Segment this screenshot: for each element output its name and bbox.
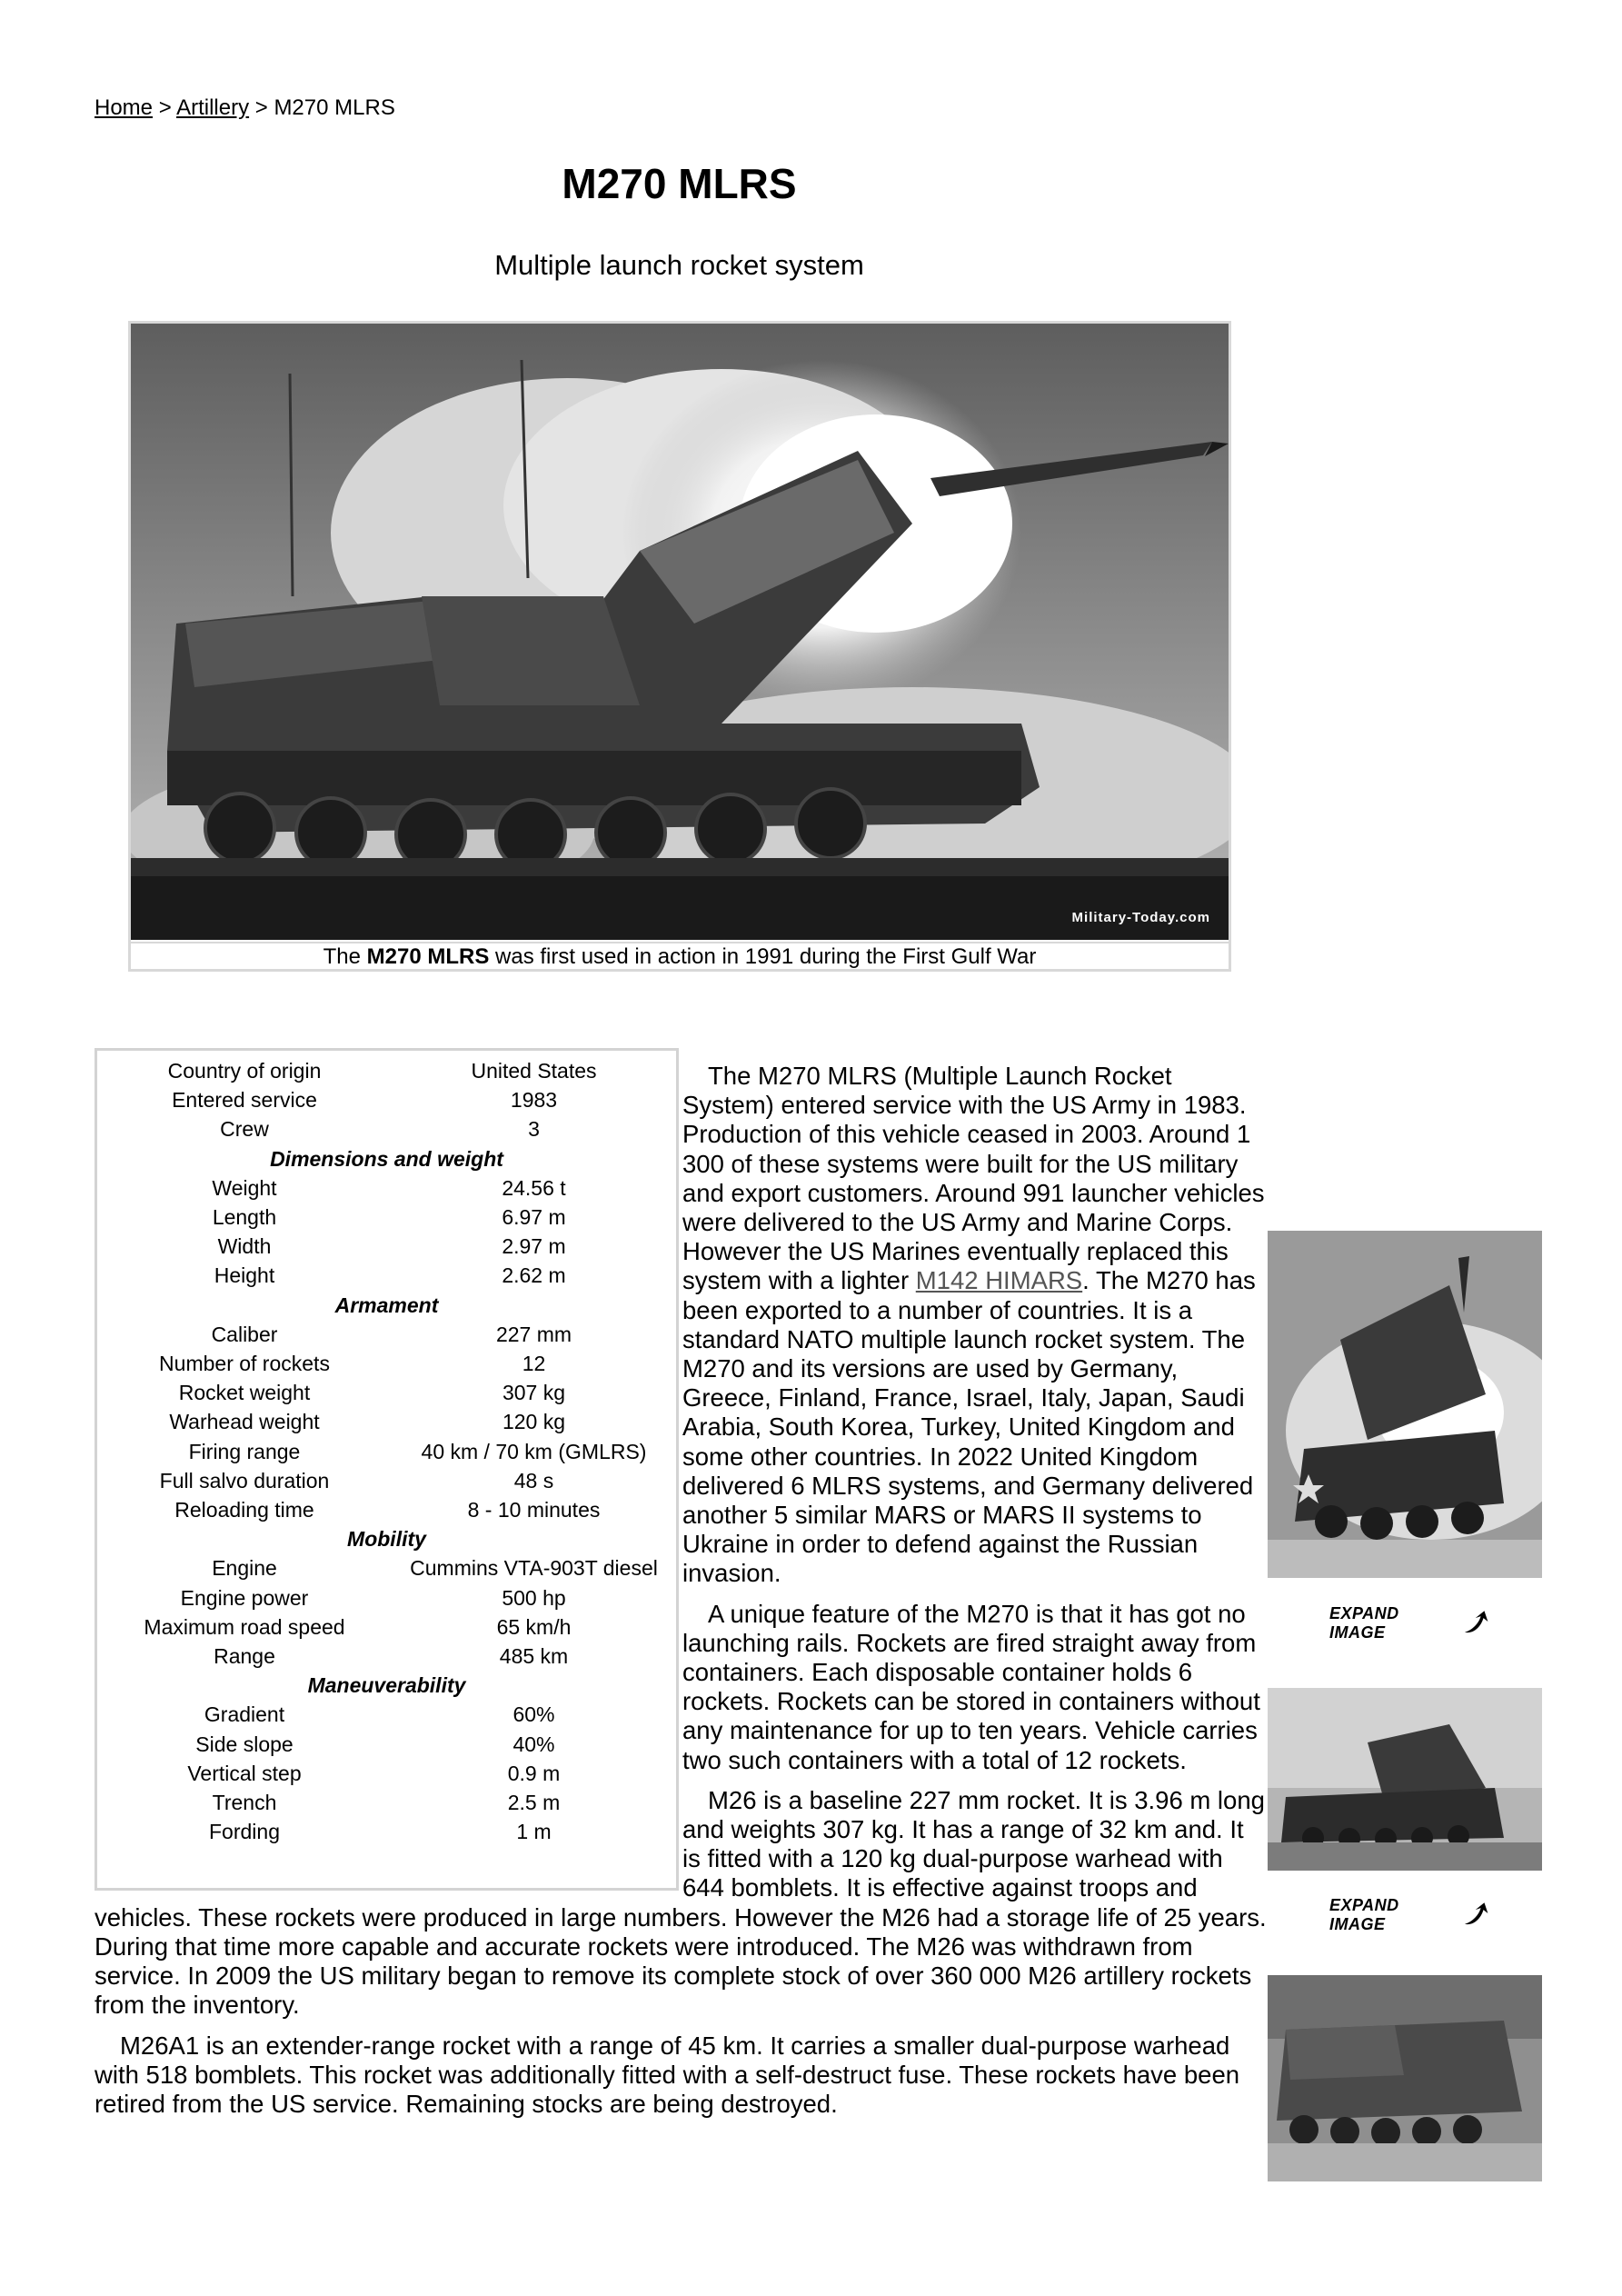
spec-value: 24.56 t — [502, 1175, 566, 1200]
spec-value: 120 kg — [502, 1410, 566, 1434]
spec-section-title: Dimensions and weight — [270, 1146, 503, 1171]
vehicle-thumbnail-illustration — [1268, 1688, 1542, 1871]
spec-label: Engine — [212, 1556, 277, 1581]
spec-label: Trench — [212, 1791, 277, 1815]
watermark-text: Military-Today.com — [1071, 910, 1210, 925]
breadcrumb — [95, 95, 395, 122]
spec-value: 307 kg — [502, 1381, 566, 1405]
spec-value: 485 km — [499, 1644, 569, 1669]
spec-label: Reloading time — [174, 1498, 314, 1522]
article-body — [95, 1062, 1267, 2130]
spec-value: 3 — [528, 1117, 540, 1142]
article-paragraph: A unique feature of the M270 is that it has got no launching rails. Rockets are fired straight away from containers. Each disposable container holds 6 rockets. Rockets can be stored in containers without any maintenance for up to ten years. Vehicle carries two such containers with a total of 12 rockets. — [682, 1599, 1260, 1774]
spec-value: Cummins VTA-903T diesel — [410, 1556, 658, 1581]
caption-text: The — [323, 944, 367, 969]
hero-photo[interactable] — [131, 324, 1229, 940]
spec-value: 60% — [512, 1702, 555, 1727]
spec-label: Caliber — [211, 1322, 278, 1346]
spec-value: 2.5 m — [507, 1791, 561, 1815]
breadcrumb-artillery-link[interactable]: Artillery — [176, 95, 250, 120]
spec-label: Fording — [209, 1820, 280, 1844]
spec-value: 1 m — [516, 1820, 552, 1844]
hero-figure — [128, 321, 1231, 972]
spec-label: Weight — [212, 1175, 277, 1200]
paragraph-text: . The M270 has been exported to a number of countries. It is a standard NATO multiple launch rocket system. The M270 and its versions are used by Germany, Greece, Finland, France, Israel, Italy, Japan, Saudi Arabia, South Korea, Turkey, United Kingdom and some other countries. In 2022 United Kingdom delivered 6 MLRS systems, and Germany delivered another 5 similar MARS or MARS II systems to Ukraine in order to defend against the Russian invasion. — [682, 1266, 1256, 1588]
arrow-icon — [1463, 1902, 1489, 1928]
spec-value: 0.9 m — [507, 1761, 561, 1785]
spec-label: Number of rockets — [159, 1352, 330, 1376]
spec-value: 2.97 m — [502, 1234, 566, 1259]
spec-label: Gradient — [204, 1702, 285, 1727]
m270-launch-illustration — [131, 324, 1229, 940]
spec-label: Engine power — [180, 1585, 309, 1610]
caption-text: was first used in action in 1991 during the First Gulf War — [489, 944, 1037, 969]
breadcrumb-separator: > — [254, 95, 268, 120]
expand-image-label: EXPAND IMAGE — [1329, 1896, 1399, 1933]
expand-image-label: EXPAND IMAGE — [1329, 1604, 1399, 1642]
expand-image-button[interactable] — [1329, 1896, 1489, 1933]
thumbnail-image-1[interactable] — [1268, 1231, 1542, 1578]
spec-label: Entered service — [172, 1088, 317, 1113]
spec-value: 6.97 m — [502, 1205, 566, 1230]
spec-section-title: Maneuverability — [307, 1673, 466, 1698]
spec-value: 40 km / 70 km (GMLRS) — [421, 1439, 647, 1463]
spec-label: Length — [212, 1205, 277, 1230]
page-subtitle: Multiple launch rocket system — [494, 249, 864, 281]
spec-label: Vertical step — [187, 1761, 302, 1785]
breadcrumb-current: M270 MLRS — [274, 95, 395, 120]
spec-value: 227 mm — [495, 1322, 572, 1346]
spec-value: 8 - 10 minutes — [467, 1498, 601, 1522]
table-float-spacer — [95, 1062, 679, 1898]
thumbnail-image-3[interactable] — [1268, 1975, 1542, 2181]
arrow-icon — [1463, 1611, 1489, 1636]
article-paragraph: M26 is a baseline 227 mm rocket. It is 3.96 m long and weights 307 kg. It has a range of 32 km and. It is fitted with a 120 kg dual-purpose warhead with 644 bomblets. It is effective against troops and vehicles. These rockets were produced in large numbers. However the M26 had a storage life of 25 years. During that time more capable and accurate rockets were introduced. The M26 was withdrawn from service. In 2009 the US military began to remove its complete stock of over 360 000 M26 artillery rockets from the inventory. — [95, 1785, 1267, 2020]
thumbnail-image-2[interactable] — [1268, 1688, 1542, 1871]
spec-label: Firing range — [188, 1439, 301, 1463]
launch-thumbnail-illustration — [1268, 1231, 1542, 1578]
spec-label: Crew — [220, 1117, 269, 1142]
spec-label: Side slope — [195, 1732, 294, 1756]
spec-value: 2.62 m — [502, 1263, 566, 1288]
vehicle-thumbnail-illustration — [1268, 1975, 1542, 2181]
spec-label: Range — [214, 1644, 275, 1669]
spec-value: 40% — [512, 1732, 555, 1756]
spec-section-title: Mobility — [347, 1527, 426, 1552]
spec-value: United States — [471, 1059, 597, 1083]
page-title: M270 MLRS — [562, 160, 797, 207]
spec-section-title: Armament — [334, 1293, 439, 1317]
spec-label: Maximum road speed — [144, 1614, 345, 1639]
spec-label: Full salvo duration — [159, 1468, 330, 1492]
spec-value: 48 s — [513, 1468, 554, 1492]
spec-label: Width — [217, 1234, 272, 1259]
spec-label: Height — [214, 1263, 275, 1288]
spec-label: Warhead weight — [169, 1410, 320, 1434]
paragraph-text: The M270 MLRS (Multiple Launch Rocket System) entered service with the US Army in 1983. Production of this vehicle ceased in 2003. Around 1 300 of these systems were built for the US military and export customers. Around 991 launcher vehicles were delivered to the US Army and Marine Corps. However the US Marines eventually replaced this system with a lighter — [682, 1062, 1265, 1295]
spec-label: Country of origin — [167, 1059, 322, 1083]
spec-value: 1983 — [510, 1088, 558, 1113]
spec-value: 12 — [522, 1352, 546, 1376]
article-paragraph: M26A1 is an extender-range rocket with a range of 45 km. It carries a smaller dual-purpose warhead with 518 bomblets. This rocket was additionally fitted with a self-destruct fuse. These rockets have been retired from the US service. Remaining stocks are being destroyed. — [95, 2031, 1240, 2118]
spec-value: 65 km/h — [496, 1614, 572, 1639]
m142-himars-link[interactable]: M142 HIMARS — [915, 1266, 1083, 1295]
hero-caption — [131, 942, 1229, 969]
caption-bold-name: M270 MLRS — [366, 944, 490, 969]
expand-image-button[interactable] — [1329, 1604, 1489, 1642]
spec-value: 500 hp — [502, 1585, 566, 1610]
breadcrumb-home-link[interactable]: Home — [95, 95, 154, 120]
breadcrumb-separator: > — [158, 95, 172, 120]
spec-label: Rocket weight — [178, 1381, 311, 1405]
